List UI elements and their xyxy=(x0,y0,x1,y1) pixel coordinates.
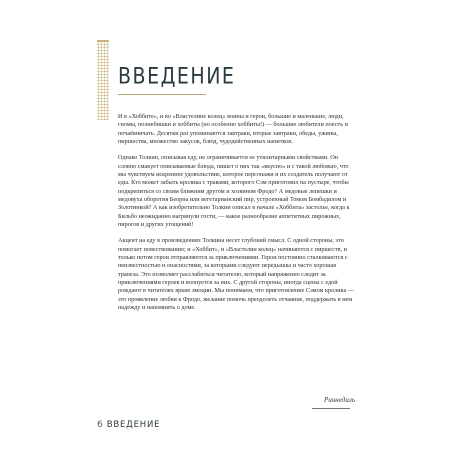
decorative-dot-pattern xyxy=(97,40,109,120)
paragraph-2: Однако Толкин, описывая еду, не ограничивается ее утилитарными свойствами. Он словно смакует описываемые блюда, пишет о них так «вкусно» и с такой любовью, что мы чувствуем искреннее удовольствие, которое персонажи и их создатель получают от еды. Кто может забыть кролика с травами, которого Сэм приготовил на пустыре, чтобы подкрепиться со своим ближним другом и хозяином Фродо? А медовые лепешки и медовуха оборотня Беорна или вегетарианский пир, устроенный Томом Бомбадилом и Золотинкой? А как изобретательно Толкин описал в начале «Хоббита» застолье, когда к Бильбо неожиданно нагрянули гости, — какое разнообразие аппетитных пирожных, пирогов и других угощений! xyxy=(118,154,350,228)
paragraph-3: Акцент на еду в произведениях Толкина несет глубокий смысл. С одной стороны, это помогает повествованию; и «Хоббит», и «Властелин колец» начинаются с пиршеств, и только потом герои отправляются за приключениями. Герои постоянно сталкиваются с неизвестностью и опасностями, за которыми следуют передышка и часто хорошая трапеза. Это позволяет расслабиться читателю, который напряженно следит за приключениями героев и волнуется за них. С другой стороны, иногда сцены с едой рождают в читателях яркие эмоции. Мы понимаем, что приготовление Сэмом кролика — это проявление любви к Фродо, желание помочь преодолеть отчаяние, поддержать в нем надежду и напомнить о доме. xyxy=(118,237,354,311)
page-footer xyxy=(97,420,160,430)
body-text xyxy=(118,113,356,320)
title-underline xyxy=(118,94,206,95)
running-footer-title: ВВЕДЕНИЕ xyxy=(106,420,161,430)
paragraph-1: И в «Хоббите», и во «Властелине колец» воины и герои, большие и маленькие, люди, гномы, полнебишки и хоббиты (но особенно хоббиты!) — большие любители поесть и почаёвничать. Десятки раз упоминаются завтраки, вторые завтраки, обеды, ужины, пиршества, множество закусок, блюд, чудодейственных напитков. xyxy=(118,113,348,145)
signature-line xyxy=(312,408,350,409)
page-title: ВВЕДЕНИЕ xyxy=(118,64,236,90)
author-signature: Риннедиль xyxy=(324,396,355,404)
page-number: 6 xyxy=(97,420,103,430)
